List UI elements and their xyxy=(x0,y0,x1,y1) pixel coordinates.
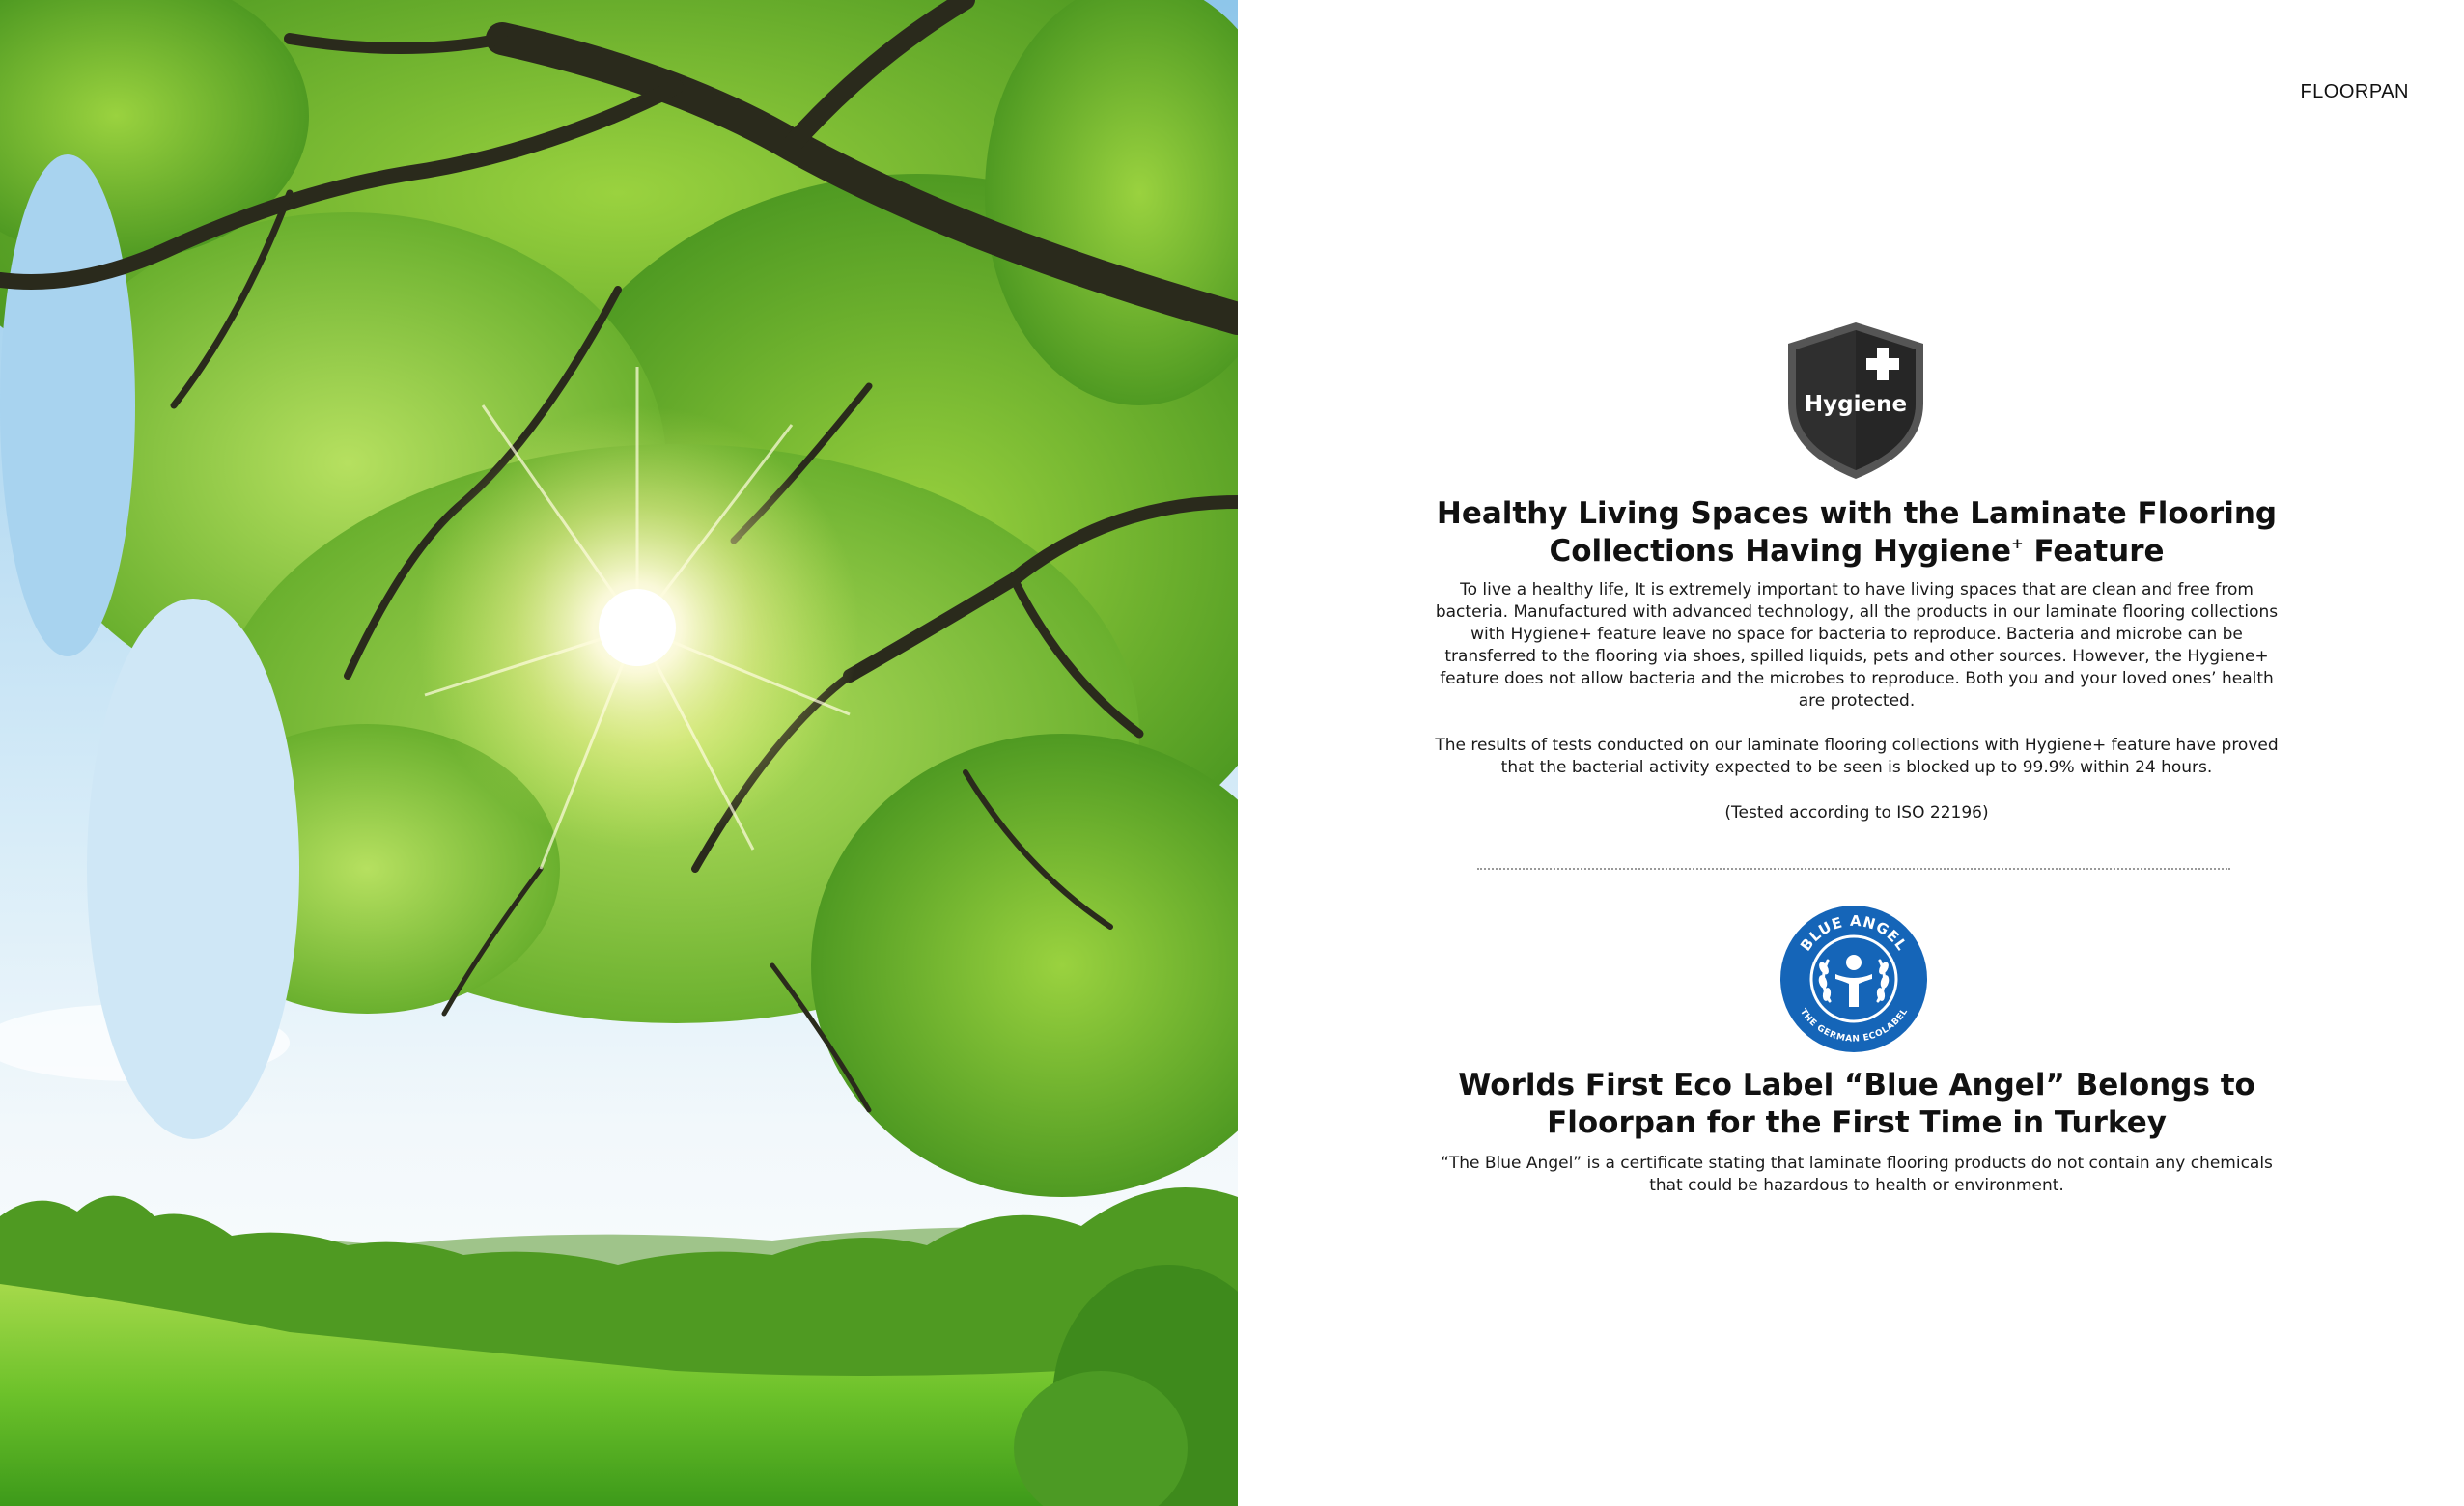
blue-angel-paragraph: “The Blue Angel” is a certificate stating that laminate flooring products do not contain any chemicals that could be hazardous to health or environment. xyxy=(1441,1154,2273,1195)
hygiene-badge-label: Hygiene xyxy=(1804,392,1908,417)
blue-angel-ecolabel-icon xyxy=(1779,905,1928,1053)
blue-angel-bottom-text: THE GERMAN ECOLABEL xyxy=(1798,1007,1910,1045)
blue-angel-title: Worlds First Eco Label “Blue Angel” Belongs to Floorpan for the First Time in Turkey xyxy=(1458,1068,2255,1140)
hygiene-paragraph-2: The results of tests conducted on our laminate flooring collections with Hygiene+ feature have proved that the bacterial activity expected to be seen is blocked up to 99.9% within 24 hours. xyxy=(1435,736,2279,777)
hygiene-title-sup: + xyxy=(2011,535,2024,552)
hygiene-title-main: Healthy Living Spaces with the Laminate Flooring Collections Having Hygiene xyxy=(1436,496,2278,569)
blue-angel-top-text: BLUE ANGEL xyxy=(1797,911,1912,955)
hygiene-paragraph-3: (Tested according to ISO 22196) xyxy=(1724,803,1989,823)
section-divider xyxy=(1477,868,2230,870)
brand-name: FLOORPAN xyxy=(2300,81,2409,102)
hygiene-title xyxy=(1429,495,2284,571)
hygiene-paragraph-1: To live a healthy life, It is extremely important to have living spaces that are clean and free from bacteria. Manufactured with advanced technology, all the products in our laminate flooring collections with Hygiene+ feature leave no space for bacteria to reproduce. Bacteria and microbe can be transferred to the flooring via shoes, spilled liquids, pets and other sources. However, the Hygiene+ feature does not allow bacteria and the microbes to reproduce. Both you and your loved ones’ health are protected. xyxy=(1435,580,2279,711)
hygiene-title-end: Feature xyxy=(2023,534,2165,569)
shield-plus-icon xyxy=(1782,319,1929,483)
